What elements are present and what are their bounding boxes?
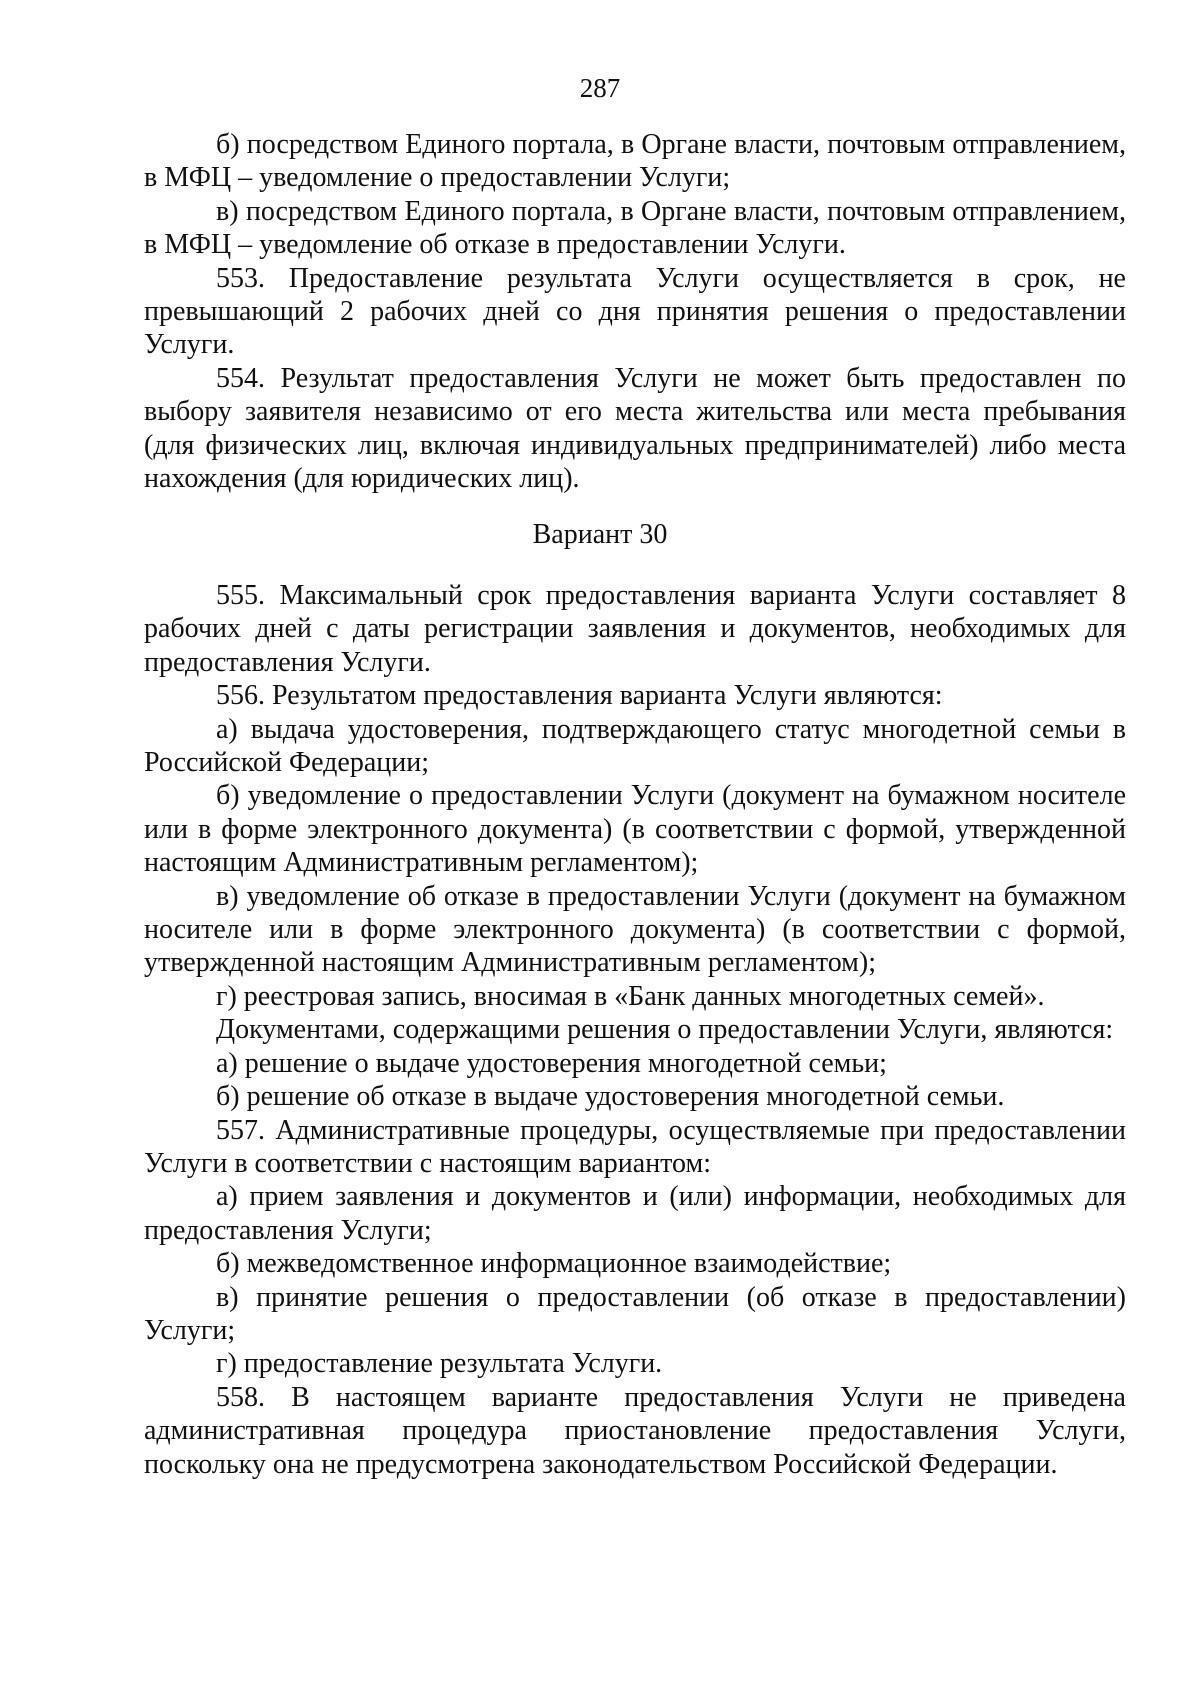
paragraph-554: 554. Результат предоставления Услуги не может быть предоставлен по выбору заявителя независимо от его места жительства или места пребывания (для физических лиц, включая индивидуальных предпринимателей) либо места нахождения (для юридических лиц). [144,362,1126,495]
page-number: 287 [579,73,621,103]
section-heading: Вариант 30 [532,519,668,550]
paragraph-557-v: в) принятие решения о предоставлении (об отказе в предоставлении) Услуги; [144,1281,1126,1346]
paragraph-556: 556. Результатом предоставления варианта Услуги являются: [216,680,943,712]
paragraph-b-delivery-notice: б) посредством Единого портала, в Органе власти, почтовым отправлением, в МФЦ – уведомление о предоставлении Услуги; [144,129,1126,194]
paragraph-553: 553. Предоставление результата Услуги осуществляется в срок, не превышающий 2 рабочих дней со дня принятия решения о предоставлении Услуги. [144,262,1126,361]
paragraph-556-a: а) выдача удостоверения, подтверждающего статус многодетной семьи в Российской Федерации; [144,713,1126,779]
bottom-text-block [144,579,1126,1481]
paragraph-555: 555. Максимальный срок предоставления варианта Услуги составляет 8 рабочих дней с даты регистрации заявления и документов, необходимых для предоставления Услуги. [144,580,1126,678]
paragraph-v-delivery-refusal: в) посредством Единого портала, в Органе власти, почтовым отправлением, в МФЦ – уведомление об отказе в предоставлении Услуги. [144,195,1126,261]
paragraph-557-a: а) прием заявления и документов и (или) информации, необходимых для предоставления Услуги; [144,1181,1126,1246]
paragraph-decision-a: а) решение о выдаче удостоверения многодетной семьи; [216,1047,887,1079]
paragraph-556-v: в) уведомление об отказе в предоставлении Услуги (документ на бумажном носителе или в форме электронного документа) (в соответствии с формой, утвержденной настоящим Административным регламентом); [144,880,1126,979]
paragraph-558: 558. В настоящем варианте предоставления Услуги не приведена административная процедура приостановление предоставления Услуги, поскольку она не предусмотрена законодательством Российской Федерации. [144,1381,1126,1480]
paragraph-556-b: б) уведомление о предоставлении Услуги (документ на бумажном носителе или в форме электронного документа) (в соответствии с формой, утвержденной настоящим Административным регламентом); [144,780,1126,879]
paragraph-decision-b: б) решение об отказе в выдаче удостоверения многодетной семьи. [216,1081,1005,1113]
paragraph-556-g: г) реестровая запись, вносимая в «Банк данных многодетных семей». [216,980,1045,1012]
paragraph-557: 557. Административные процедуры, осуществляемые при предоставлении Услуги в соответствии с настоящим вариантом: [144,1114,1126,1179]
paragraph-557-b: б) межведомственное информационное взаимодействие; [216,1248,892,1280]
paragraph-557-g: г) предоставление результата Услуги. [216,1348,663,1380]
paragraph-decision-documents: Документами, содержащими решения о предоставлении Услуги, являются: [216,1014,1114,1046]
top-text-block [144,128,1126,495]
